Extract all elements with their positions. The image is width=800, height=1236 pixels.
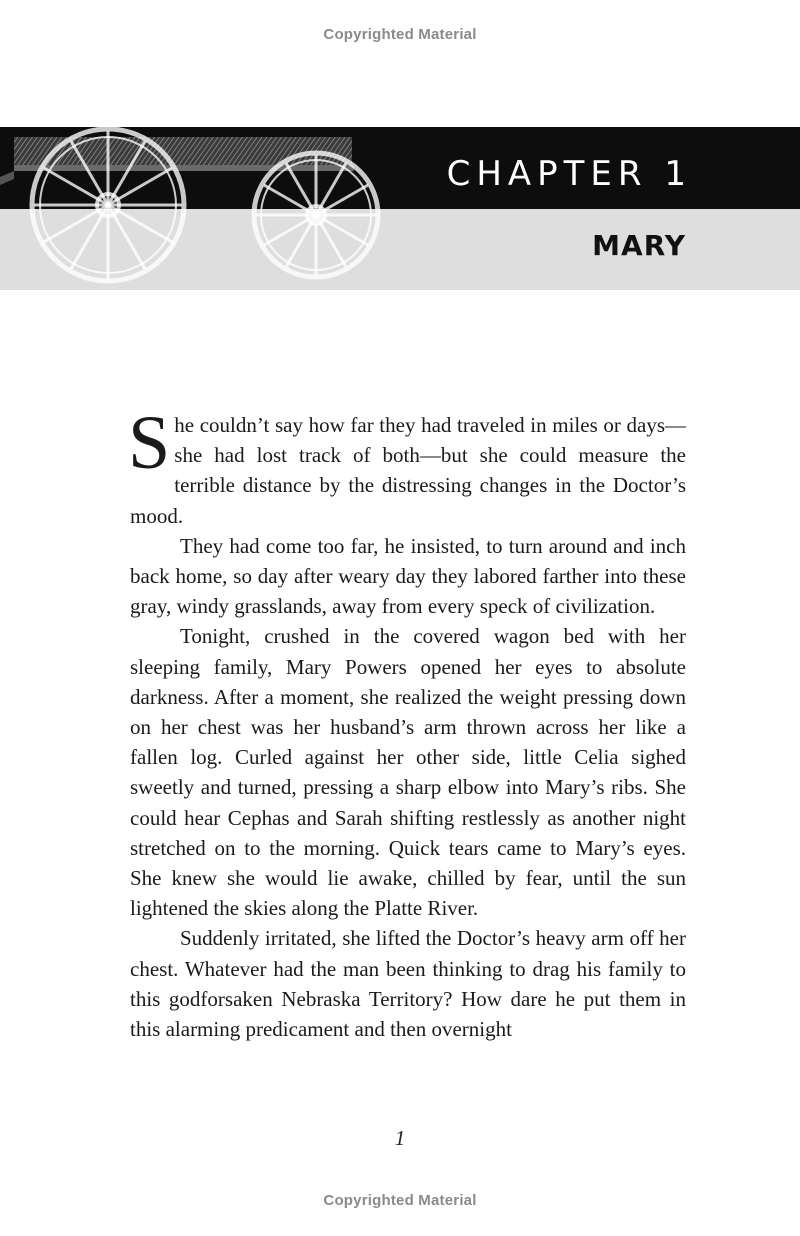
chapter-title: MARY — [592, 229, 686, 262]
chapter-number: 1 — [664, 154, 686, 194]
wagon-illustration — [0, 127, 400, 290]
chapter-label: CHAPTER — [446, 154, 648, 194]
paragraph-1-text: he couldn’t say how far they had traveled in miles or days—she had lost track of both—but she could measure the terrible distance by the distressing changes in the Doctor’s mood. — [130, 413, 686, 528]
paragraph-1 — [128, 401, 686, 531]
chapter-body — [128, 401, 686, 1044]
drop-cap: S — [128, 401, 171, 485]
paragraph-3: Tonight, crushed in the covered wagon bed with her sleeping family, Mary Powers opened her eyes to absolute darkness. After a moment, she realized the weight pressing down on her chest was her husband’s arm thrown across her like a fallen log. Curled against her other side, little Celia sighed sweetly and turned, pressing a sharp elbow into Mary’s ribs. She could hear Cephas and Sarah shifting restlessly as another night stretched on to the morning. Quick tears came to Mary’s eyes. She knew she would lie awake, chilled by fear, until the sun lightened the skies along the Platte River. — [130, 624, 686, 921]
paragraph-2: They had come too far, he insisted, to turn around and inch back home, so day after weary day they labored farther into these gray, windy grasslands, away from every speck of civilization. — [130, 533, 686, 619]
copyright-notice-top: Copyrighted Material — [323, 26, 477, 43]
chapter-heading — [447, 154, 686, 194]
copyright-notice-bottom: Copyrighted Material — [323, 1192, 477, 1209]
paragraph-4: Suddenly irritated, she lifted the Doctor’s heavy arm off her chest. Whatever had the man been thinking to drag his family to this godforsaken Nebraska Territory? How dare he put them in this alarming predicament and then overnight — [130, 926, 686, 1042]
page-number: 1 — [394, 1126, 406, 1150]
